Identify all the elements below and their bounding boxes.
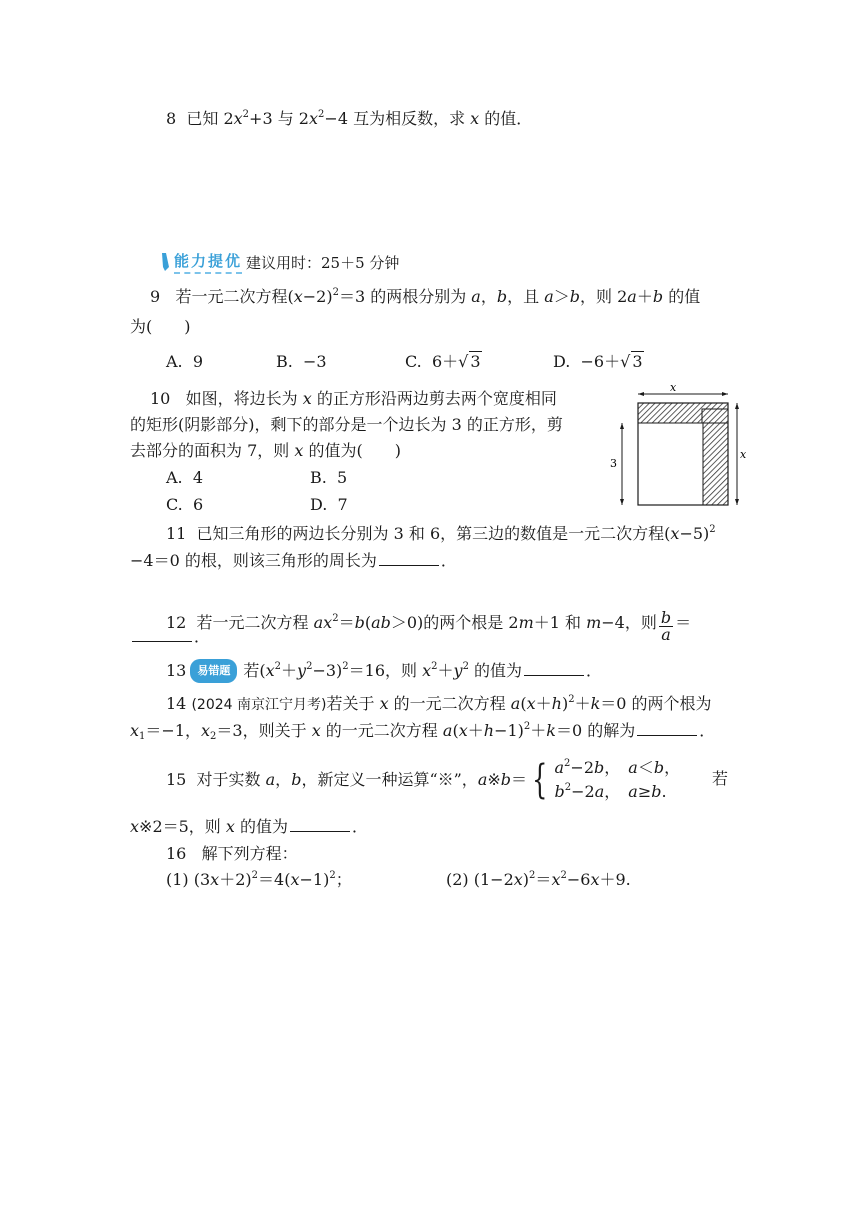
diagram-label-x-right: x	[740, 448, 747, 461]
question-8: 8 已知 $2x^2+3$ 与 $2x^2-4$ 互为相反数，求 x 的值．	[166, 109, 533, 128]
question-10-line3: 去部分的面积为 7，则 x 的值为( )	[130, 441, 401, 460]
question-11: 11 已知三角形的两边长分别为 3 和 6，第三边的数值是一元二次方程$(x-5)^2$	[166, 524, 716, 543]
q16-part-1: (1) $(3x+2)^2=4(x-1)^2$；	[166, 870, 352, 889]
answer-blank[interactable]	[524, 661, 584, 676]
section-tag: 能力提优	[174, 250, 242, 274]
question-10-line2: 的矩形(阴影部分)，剩下的部分是一个边长为 3 的正方形，剪	[130, 415, 563, 434]
question-10: 10 如图，将边长为 x 的正方形沿两边剪去两个宽度相同	[150, 389, 557, 408]
answer-blank[interactable]	[379, 551, 439, 566]
q9-option-a: A. 9	[166, 352, 203, 371]
diagram-label-x-top: x	[670, 384, 677, 394]
question-14-line2: $x_1=-1$，$x_2=3$，则关于 x 的一元二次方程 $a(x+h-1)^2+k=0$ 的解为 ．	[130, 721, 716, 742]
q10-option-b: B. 5	[310, 468, 348, 487]
question-16: 16 解下列方程：	[166, 844, 298, 863]
q9-option-d: D. −6＋√ 3	[553, 352, 643, 371]
question-15-ruo: 若	[712, 769, 729, 788]
diagram-label-3: 3	[610, 457, 617, 470]
q10-option-a: A. 4	[166, 468, 203, 487]
section-hint: 建议用时：25＋5 分钟	[246, 253, 400, 272]
q10-option-d: D. 7	[310, 495, 348, 514]
answer-blank[interactable]	[290, 817, 350, 832]
error-prone-badge: 易错题	[190, 659, 237, 683]
question-12: 12 若一元二次方程 $ax^2=b(ab>0)$的两个根是 2m＋1 和 m−4，则 $\frac{b}{a}$ ＝	[166, 608, 692, 644]
question-9: 9 若一元二次方程$(x-2)^2=3$ 的两根分别为 a，b，且 a＞b，则 2a＋b 的值	[150, 287, 701, 306]
question-15-line2: x※2＝5，则 x 的值为 ．	[130, 817, 369, 836]
square-diagram	[600, 384, 750, 510]
question-11-line2: −4＝0 的根，则该三角形的周长为 ．	[130, 551, 457, 570]
q10-option-c: C. 6	[166, 495, 204, 514]
question-14: 14 (2024 南京江宁月考)若关于 x 的一元二次方程 $a(x+h)^2+k=0$ 的两个根为	[166, 694, 712, 713]
q9-option-b: B. −3	[276, 352, 327, 371]
question-13: 13 易错题 若$(x^2+y^2-3)^2=16$，则 $x^2+y^2$ 的值为 ．	[166, 659, 602, 683]
answer-blank[interactable]	[637, 721, 697, 736]
q16-part-2: (2) $(1-2x)^2=x^2-6x+9$.	[446, 870, 631, 889]
answer-blank[interactable]	[132, 627, 192, 642]
question-12-line2: ．	[130, 626, 210, 648]
q9-option-c: C. 6＋√ 3	[405, 352, 481, 371]
question-9-line2: 为( )	[130, 317, 191, 336]
pencil-icon	[160, 253, 170, 271]
section-header	[160, 250, 399, 274]
question-15: 15 对于实数 a，b，新定义一种运算“※”，a※b＝ { $a^2-2b$， a＜b， $b^2-2a$， a≥b.	[166, 757, 681, 803]
